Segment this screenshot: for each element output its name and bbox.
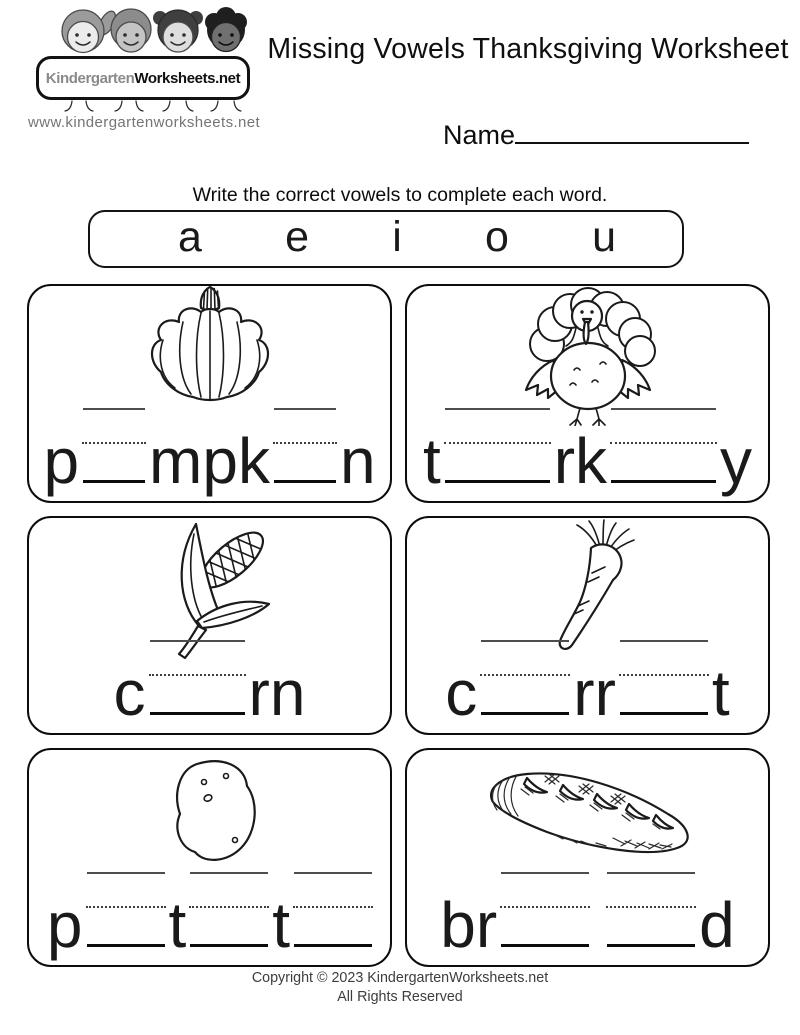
site-logo xyxy=(26,4,262,136)
missing-vowel-blank xyxy=(83,408,145,483)
word-card-potato xyxy=(27,748,392,967)
missing-vowel-blank xyxy=(607,872,695,947)
instruction-text: Write the correct vowels to complete each word. xyxy=(192,184,608,206)
word-part: br xyxy=(440,889,498,961)
name-field xyxy=(443,120,749,151)
word-card-carrot xyxy=(405,516,770,735)
missing-vowel-blank xyxy=(445,408,550,483)
copyright-line: Copyright © 2023 KindergartenWorksheets.net xyxy=(251,970,549,986)
word-cards-grid xyxy=(27,284,770,967)
word-part: rk xyxy=(553,425,608,497)
missing-vowel-blank xyxy=(611,408,716,483)
missing-vowel-blank xyxy=(274,408,336,483)
missing-vowel-blank xyxy=(501,872,589,947)
word-card-corn xyxy=(27,516,392,735)
word-row-carrot xyxy=(412,640,763,729)
brand-name-black: Worksheets.net xyxy=(134,69,241,87)
carrot-icon xyxy=(407,518,768,656)
name-blank-line xyxy=(515,142,749,144)
word-part: t xyxy=(168,889,187,961)
page-title: Missing Vowels Thanksgiving Worksheet xyxy=(267,33,789,65)
missing-vowel-blank xyxy=(150,640,245,715)
word-part: p xyxy=(43,425,80,497)
word-part: y xyxy=(720,425,753,497)
word-card-turkey xyxy=(405,284,770,503)
footer xyxy=(0,969,800,1006)
word-part: t xyxy=(272,889,291,961)
vowel-i: i xyxy=(392,212,402,261)
bread-icon xyxy=(407,750,768,879)
name-label: Name xyxy=(443,120,516,150)
rights-line: All Rights Reserved xyxy=(337,988,463,1005)
word-part: t xyxy=(422,425,441,497)
vowel-o: o xyxy=(484,212,509,261)
vowel-u: u xyxy=(592,212,616,261)
word-row-pumpkin xyxy=(34,408,385,497)
word-part: rn xyxy=(248,657,306,729)
site-url: www.kindergartenworksheets.net xyxy=(28,114,261,131)
missing-vowel-blank xyxy=(481,640,569,715)
word-part: c xyxy=(113,657,146,729)
vowel-e: e xyxy=(285,212,310,261)
logo-banner xyxy=(36,56,250,100)
word-part: p xyxy=(46,889,83,961)
word-part: d xyxy=(699,889,735,961)
word-part: rr xyxy=(573,657,616,729)
word-row-potato xyxy=(34,872,385,961)
missing-vowel-blank xyxy=(620,640,708,715)
word-part: c xyxy=(445,657,478,729)
word-part: mpk xyxy=(149,425,270,497)
missing-vowel-blank xyxy=(190,872,268,947)
corn-icon xyxy=(29,518,390,660)
word-row-bread xyxy=(412,872,763,961)
pumpkin-icon xyxy=(29,286,390,404)
missing-vowel-blank xyxy=(87,872,165,947)
missing-vowel-blank xyxy=(294,872,372,947)
word-row-turkey xyxy=(412,408,763,497)
vowel-bank-box xyxy=(88,210,684,268)
word-part: t xyxy=(711,657,730,729)
vowel-a: a xyxy=(178,212,202,261)
potato-icon xyxy=(29,750,390,868)
word-part: n xyxy=(339,425,376,497)
turkey-icon xyxy=(407,286,768,426)
brand-name-gray: Kindergarten xyxy=(45,69,135,87)
word-card-pumpkin xyxy=(27,284,392,503)
word-row-corn xyxy=(34,640,385,729)
word-card-bread xyxy=(405,748,770,967)
